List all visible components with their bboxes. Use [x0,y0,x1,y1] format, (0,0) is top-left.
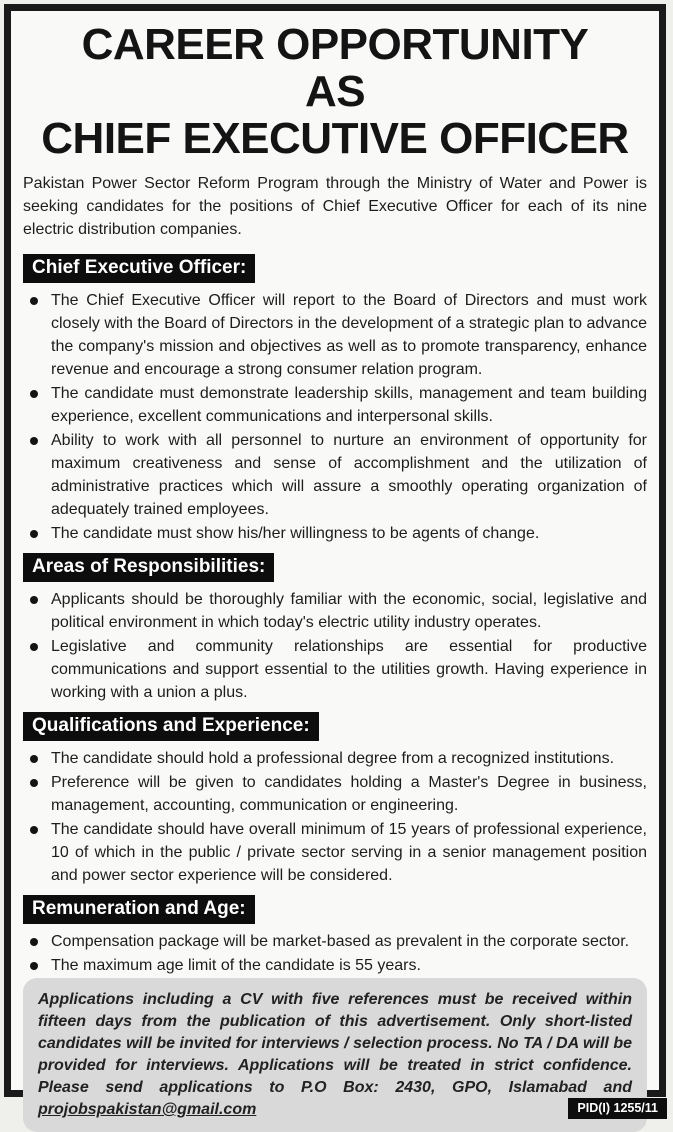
title-line-3: CHIEF EXECUTIVE OFFICER [41,114,629,163]
bullet-item: The Chief Executive Officer will report to the Board of Directors and must work closely with the Board of Directors in the development of a strategic plan to advance the company's mission and objectives as well as to promote transparency, enhance revenue and encourage a strong consumer relation program. [23,289,647,381]
bullet-item: The candidate should have overall minimum of 15 years of professional experience, 10 of which in the public / private sector serving in a senior management position and power sector experience will be considered. [23,818,647,887]
pid-badge: PID(I) 1255/11 [568,1098,667,1119]
section-header-chief-executive-officer: Chief Executive Officer: [23,254,255,283]
section-header-remuneration-and-age: Remuneration and Age: [23,895,255,924]
bullet-list-areas-of-responsibilities [23,588,647,705]
bullet-list-qualifications-and-experience [23,747,647,888]
bullet-item: The candidate should hold a professional degree from a recognized institutions. [23,747,647,770]
intro-paragraph: Pakistan Power Sector Reform Program through the Ministry of Water and Power is seeking candidates for the positions of Chief Executive Officer for each of its nine electric distribution companies. [23,175,647,238]
bullet-item: Compensation package will be market-based as prevalent in the corporate sector. [23,930,647,953]
bullet-item: The candidate must show his/her willingness to be agents of change. [23,522,647,545]
ad-title [23,21,647,162]
application-note [23,978,647,1132]
title-line-2: AS [304,67,366,116]
bullet-item: Legislative and community relationships are essential for productive communications and support essential to the utilities growth. Having experience in working with a union a plus. [23,635,647,704]
bullet-item: The maximum age limit of the candidate is 55 years. [23,954,647,977]
bullet-list-chief-executive-officer [23,289,647,546]
bullet-item: Preference will be given to candidates holding a Master's Degree in business, management, accounting, communication or engineering. [23,771,647,817]
section-header-qualifications-and-experience: Qualifications and Experience: [23,712,319,741]
application-note-text: Applications including a CV with five references must be received within fifteen days from the publication of this advertisement. Only short-listed candidates will be invited for interviews / selection process. No TA / DA will be provided for interviews. Applications will be treated in strict confidence. Please send applications to P.O Box: 2430, GPO, Islamabad and [38,991,632,1096]
section-header-areas-of-responsibilities: Areas of Responsibilities: [23,553,274,582]
bullet-item: Ability to work with all personnel to nurture an environment of opportunity for maximum creativeness and sense of accomplishment and the utilization of administrative practices which will assure a smoothly operating organization of adequately trained employees. [23,429,647,521]
bullet-list-remuneration-and-age [23,930,647,978]
bullet-item: Applicants should be thoroughly familiar with the economic, social, legislative and political environment in which today's electric utility industry operates. [23,588,647,634]
bullet-item: The candidate must demonstrate leadership skills, management and team building experience, excellent communications and interpersonal skills. [23,382,647,428]
email-link[interactable]: projobspakistan@gmail.com [38,1101,257,1118]
title-line-1: CAREER OPPORTUNITY [81,20,589,69]
